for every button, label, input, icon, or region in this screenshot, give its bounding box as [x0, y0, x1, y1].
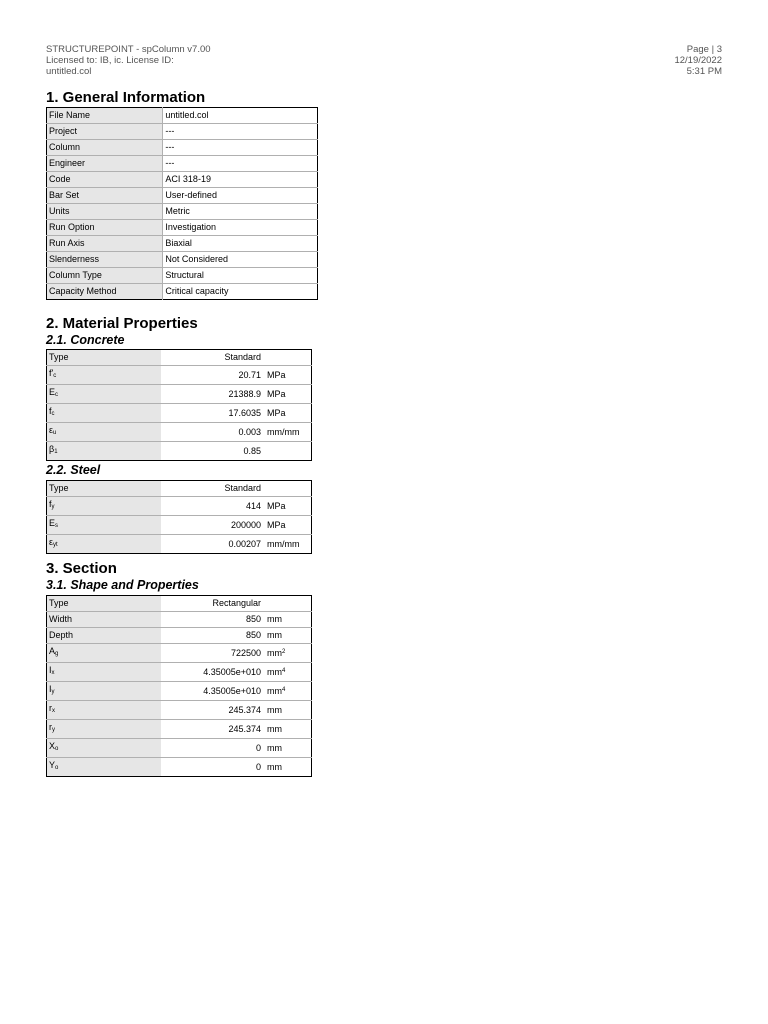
row-label: Run Axis [47, 236, 163, 252]
property-symbol [47, 423, 162, 442]
table-row [47, 442, 312, 461]
property-value: 722500 [161, 644, 265, 663]
table-row [47, 720, 312, 739]
table-row [47, 156, 318, 172]
row-label: File Name [47, 108, 163, 124]
property-unit [265, 366, 312, 385]
section-heading: 3. Section [46, 560, 117, 577]
property-value: 20.71 [161, 366, 265, 385]
material-properties-heading: 2. Material Properties [46, 315, 198, 332]
symbol-text: ε [49, 425, 54, 435]
property-unit [265, 596, 312, 612]
property-unit [265, 701, 312, 720]
property-symbol [47, 404, 162, 423]
symbol-text: I [49, 665, 52, 675]
table-row [47, 682, 312, 701]
property-unit [265, 404, 312, 423]
property-symbol [47, 739, 162, 758]
table-row [47, 497, 312, 516]
table-row [47, 268, 318, 284]
symbol-text: I [49, 684, 52, 694]
row-label: Column Type [47, 268, 163, 284]
symbol-text: r [49, 703, 52, 713]
steel-heading: 2.2. Steel [46, 463, 101, 477]
table-row [47, 140, 318, 156]
table-row [47, 535, 312, 554]
symbol-subscript: c [53, 373, 57, 379]
row-value: Structural [163, 268, 318, 284]
property-unit [265, 758, 312, 777]
unit-text: mm [267, 742, 282, 753]
property-symbol [47, 758, 162, 777]
property-value: Standard [161, 481, 265, 497]
property-value: 17.6035 [161, 404, 265, 423]
row-value: Not Considered [163, 252, 318, 268]
property-unit [265, 628, 312, 644]
unit-text: MPa [267, 388, 286, 399]
property-unit [265, 644, 312, 663]
license-info: Licensed to: IB, ic. License ID: [46, 55, 174, 66]
property-value: Rectangular [161, 596, 265, 612]
symbol-subscript: u [53, 430, 57, 436]
property-value: 21388.9 [161, 385, 265, 404]
table-row [47, 385, 312, 404]
row-label: Bar Set [47, 188, 163, 204]
symbol-subscript: g [55, 651, 59, 657]
property-value: 0.85 [243, 445, 261, 456]
unit-text: mm [267, 630, 282, 640]
table-row [47, 612, 312, 628]
unit-text: MPa [267, 519, 286, 530]
unit-text: mm [267, 648, 282, 658]
symbol-text: Type [49, 352, 69, 362]
property-unit [265, 423, 312, 442]
software-name: STRUCTUREPOINT - spColumn v7.00 [46, 44, 211, 55]
row-value: --- [163, 124, 318, 140]
table-row [47, 188, 318, 204]
table-row [47, 663, 312, 682]
property-value: 850 [161, 628, 265, 644]
property-value: 850 [161, 612, 265, 628]
symbol-subscript: x [52, 708, 55, 714]
row-value: --- [163, 156, 318, 172]
concrete-heading: 2.1. Concrete [46, 333, 125, 347]
symbol-text: β [49, 444, 55, 454]
unit-text: mm [267, 667, 282, 677]
property-unit [265, 385, 312, 404]
property-symbol [47, 385, 162, 404]
table-row [47, 252, 318, 268]
property-symbol [47, 663, 162, 682]
table-row [47, 739, 312, 758]
symbol-subscript: 1 [54, 449, 58, 455]
table-row [47, 701, 312, 720]
unit-text: mm [267, 761, 282, 772]
table-row [47, 644, 312, 663]
table-row [47, 758, 312, 777]
symbol-text: Type [49, 598, 69, 608]
row-value: Metric [163, 204, 318, 220]
property-symbol [47, 481, 162, 497]
symbol-subscript: c [51, 411, 55, 417]
property-unit [265, 663, 312, 682]
symbol-text: Type [49, 483, 69, 493]
unit-text: mm/mm [267, 426, 300, 437]
unit-text: mm [267, 686, 282, 696]
table-row [47, 481, 312, 497]
row-label: Units [47, 204, 163, 220]
symbol-subscript: y [51, 504, 55, 510]
symbol-text: r [49, 722, 52, 732]
general-information-table [46, 107, 318, 300]
unit-text: MPa [267, 500, 286, 511]
property-symbol [47, 701, 162, 720]
row-label: Project [47, 124, 163, 140]
property-symbol [47, 682, 162, 701]
property-unit [265, 612, 312, 628]
property-unit [265, 350, 312, 366]
row-label: Code [47, 172, 163, 188]
unit-text: mm [267, 704, 282, 715]
property-symbol [47, 535, 162, 554]
property-value: 245.374 [161, 720, 265, 739]
page-number: Page | 3 [686, 44, 722, 55]
property-symbol [47, 628, 162, 644]
symbol-text: Width [49, 614, 73, 624]
table-row [47, 366, 312, 385]
row-label: Engineer [47, 156, 163, 172]
table-row [47, 220, 318, 236]
unit-superscript: 2 [282, 649, 286, 655]
property-value: 0 [255, 761, 261, 772]
symbol-text: E [49, 387, 56, 397]
symbol-subscript: o [55, 765, 59, 771]
symbol-subscript: y [51, 689, 55, 695]
property-unit [265, 442, 312, 461]
concrete-table [46, 349, 312, 461]
table-row [47, 516, 312, 535]
property-symbol [47, 497, 162, 516]
report-header-right [674, 44, 722, 77]
property-unit [265, 682, 312, 701]
table-row [47, 284, 318, 300]
property-unit [265, 516, 312, 535]
symbol-subscript: o [55, 746, 59, 752]
table-row [47, 124, 318, 140]
row-value: Critical capacity [165, 286, 229, 296]
report-time: 5:31 PM [686, 66, 722, 77]
unit-superscript: 4 [282, 687, 286, 693]
symbol-text: f' [49, 368, 54, 378]
row-value: User-defined [163, 188, 318, 204]
symbol-subscript: x [51, 670, 55, 676]
property-symbol [47, 516, 162, 535]
table-row [47, 423, 312, 442]
symbol-text: A [49, 646, 56, 656]
property-value: 0.003 [161, 423, 265, 442]
general-information-heading: 1. General Information [46, 89, 206, 106]
symbol-text: X [49, 741, 56, 751]
unit-text: mm/mm [267, 538, 300, 549]
property-value: Standard [161, 350, 265, 366]
property-value: 245.374 [161, 701, 265, 720]
symbol-text: f [49, 499, 52, 509]
property-unit [265, 720, 312, 739]
report-date: 12/19/2022 [674, 55, 722, 66]
shape-properties-table [46, 595, 312, 777]
unit-text: mm [267, 614, 282, 624]
row-value: untitled.col [163, 108, 318, 124]
property-symbol [47, 720, 162, 739]
symbol-text: E [49, 518, 56, 528]
property-unit [265, 535, 312, 554]
property-symbol [47, 350, 162, 366]
row-label: Capacity Method [47, 284, 163, 300]
property-unit [265, 497, 312, 516]
property-value: 4.35005e+010 [161, 682, 265, 701]
unit-text: MPa [267, 369, 286, 380]
property-value: 414 [161, 497, 265, 516]
symbol-text: ε [49, 537, 54, 547]
table-row [47, 596, 312, 612]
property-value: 0 [161, 739, 265, 758]
row-value: --- [163, 140, 318, 156]
property-value: 0.00207 [228, 538, 261, 549]
row-label: Run Option [47, 220, 163, 236]
row-value: Biaxial [163, 236, 318, 252]
row-label: Slenderness [47, 252, 163, 268]
symbol-subscript: yt [53, 542, 58, 548]
symbol-subscript: c [55, 392, 59, 398]
symbol-subscript: y [52, 727, 55, 733]
symbol-subscript: s [55, 523, 59, 529]
property-value: 200000 [161, 516, 265, 535]
table-row [47, 172, 318, 188]
property-symbol [47, 442, 162, 461]
report-header-left [46, 44, 211, 77]
property-symbol [47, 612, 162, 628]
row-value: Investigation [163, 220, 318, 236]
unit-superscript: 4 [282, 668, 286, 674]
property-symbol [47, 644, 162, 663]
symbol-text: f [49, 406, 52, 416]
steel-table [46, 480, 312, 554]
table-row [47, 628, 312, 644]
unit-text: MPa [267, 407, 286, 418]
table-row [47, 204, 318, 220]
file-name: untitled.col [46, 66, 92, 77]
table-row [47, 404, 312, 423]
table-row [47, 350, 312, 366]
property-value: 4.35005e+010 [161, 663, 265, 682]
symbol-text: Y [49, 760, 56, 770]
table-row [47, 236, 318, 252]
shape-properties-heading: 3.1. Shape and Properties [46, 578, 199, 592]
unit-text: mm [267, 723, 282, 734]
property-unit [265, 739, 312, 758]
row-value: ACI 318-19 [163, 172, 318, 188]
table-row [47, 108, 318, 124]
property-symbol [47, 366, 162, 385]
symbol-text: Depth [49, 630, 74, 640]
row-label: Column [47, 140, 163, 156]
property-symbol [47, 596, 162, 612]
property-unit [265, 481, 312, 497]
